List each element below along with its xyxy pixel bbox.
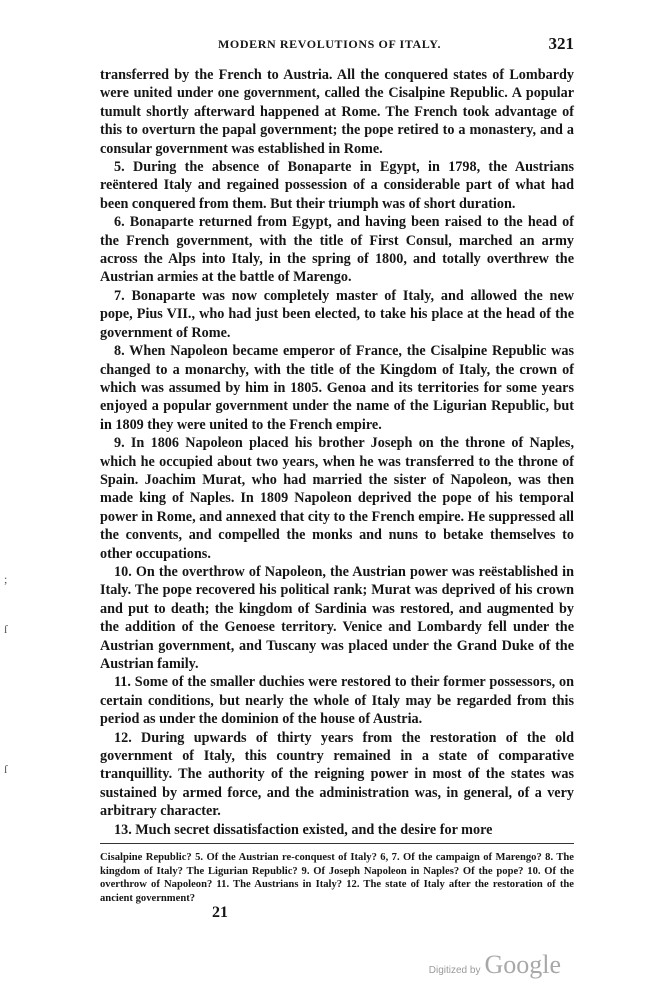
paragraph-8: 8. When Napoleon became emperor of France, the Cisalpine Republic was changed to a monarchy, with the title of the Kingdom of Italy, the crown of which was assumed by him in 1805. Genoa and its territories for some years enjoyed a popular government under the name of the Ligurian Republic, but in 1809 they were united to the French empire. [100,343,574,433]
running-title: MODERN REVOLUTIONS OF ITALY. [218,37,442,51]
body-text [100,66,574,839]
page-number: 321 [548,34,574,53]
paragraph-10: 10. On the overthrow of Napoleon, the Austrian power was reëstablished in Italy. The pope recovered his political rank; Murat was deprived of his crown and put to death; the kingdom of Sardinia was restored, and augmented by the addition of the Genoese territory. Venice and Lombardy fell under the Austrian government, and Tuscany was placed under the Grand Duke of the Austrian family. [100,563,574,672]
signature-mark: 21 [212,904,228,921]
digitized-by-watermark [429,950,561,980]
paragraph-6: 6. Bonaparte returned from Egypt, and having been raised to the head of the French government, with the title of First Consul, marched an army across the Alps into Italy, in the spring of 1800, and totally overthrew the Austrian armies at the battle of Marengo. [100,214,574,286]
footnote-divider [100,843,574,844]
paragraph-13: 13. Much secret dissatisfaction existed, and the desire for more [114,821,493,838]
paragraph-12: 12. During upwards of thirty years from the restoration of the old government of Italy, this country remained in a state of comparative tranquillity. The authority of the reigning power in most of the states was sustained by armed force, and the administration was, in general, of a very arbitrary character. [100,729,574,820]
margin-mark: ſ [4,762,8,776]
paragraph-11: 11. Some of the smaller duchies were restored to their former possessors, on certain conditions, but nearly the whole of Italy may be regarded from this period as under the dominion of the house of Austria. [100,674,574,728]
paragraph-7: 7. Bonaparte was now completely master of Italy, and allowed the new pope, Pius VII., who had just been elected, to take his place at the head of the government of Rome. [100,287,574,341]
margin-mark: ; [4,572,8,586]
google-logo-icon: Google [484,950,561,979]
margin-mark: ſ [4,622,8,636]
page-header [100,34,574,55]
paragraph-continuation: transferred by the French to Austria. All the conquered states of Lombardy were united under one government, called the Cisalpine Republic. A popular tumult shortly afterward happened at Rome. The French took advantage of this to overturn the papal government; the pope retired to a monastery, and a consular government was established in Rome. [100,67,574,157]
footnote-questions: Cisalpine Republic? 5. Of the Austrian re-conquest of Italy? 6, 7. Of the campaign of Marengo? 8. The kingdom of Italy? The Ligurian Republic? 9. Of Joseph Napoleon in Naples? Of the pope? 10. Of the overthrow of Napoleon? 11. The Austrians in Italy? 12. The state of Italy after the restoration of the ancient government? [100,852,574,904]
paragraph-5: 5. During the absence of Bonaparte in Egypt, in 1798, the Austrians reëntered Italy and regained possession of a considerable part of what had been conquered from them. But their triumph was of short duration. [100,159,574,212]
paragraph-9: 9. In 1806 Napoleon placed his brother Joseph on the throne of Naples, which he occupied about two years, when he was transferred to the throne of Spain. Joachim Murat, who had married the sister of Napoleon, was then made king of Naples. In 1809 Napoleon deprived the pope of his temporal power in Rome, and annexed that city to the French empire. He suppressed all the convents, and compelled the monks and nuns to betake themselves to other occupations. [100,435,574,562]
watermark-prefix: Digitized by [428,965,481,976]
